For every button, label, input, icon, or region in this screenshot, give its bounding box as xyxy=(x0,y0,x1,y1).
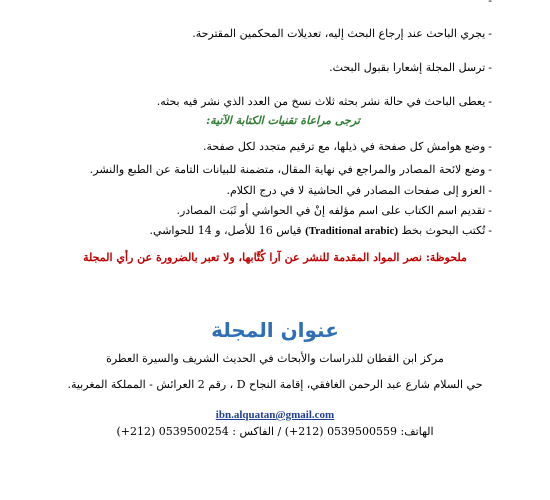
section-subheading: ترجى مراعاة تقنيات الكتابة الآتية: xyxy=(206,114,360,127)
email-link[interactable]: ibn.alquatan@gmail.com xyxy=(215,409,335,421)
bullet-item xyxy=(192,27,492,41)
bullet-item xyxy=(176,204,492,218)
bullet-text: ترسل المجلة إشعارا بقبول البحث. xyxy=(329,61,486,74)
address-title: عنوان المجلة xyxy=(211,318,339,342)
email-line xyxy=(0,408,550,422)
bullet-item xyxy=(226,184,492,198)
bullet-text: العزو إلى صفحات المصادر في الحاشية لا في درج الكلام. xyxy=(226,184,486,197)
disclaimer-note: ملحوظة: نصر المواد المقدمة للنشر عن آرا كُتَّابها، ولا تعبر بالضرورة عن رأي المجلة xyxy=(83,251,467,264)
bullet-text: وضع لائحة المصادر والمراجع في نهاية المقال، متضمنة للبيانات التامة عن الطبع والنشر. xyxy=(89,163,486,176)
bullet-dash: - xyxy=(488,95,492,108)
bullet-dash: - xyxy=(488,204,492,217)
bullet-text: يجري الباحث عند إرجاع البحث إليه، تعديلات المحكمين المقترحة. xyxy=(192,27,486,40)
bullet-item xyxy=(329,61,492,75)
center-name: مركز ابن القطان للدراسات والأبحاث في الحديث الشريف والسيرة العطرة xyxy=(106,352,444,365)
bullet-text: يعطى الباحث في حالة نشر بحثه ثلاث نسخ من العدد الذي نشر فيه بحثه. xyxy=(156,95,486,108)
bullet-dash: - xyxy=(488,61,492,74)
bullet-text: تقديم اسم الكتاب على اسم مؤلفه إنْ في الحواشي أو ثَبَت المصادر. xyxy=(176,204,486,217)
bullet-item xyxy=(203,140,492,154)
bullet-item-font xyxy=(150,224,492,238)
contact-line: الهاتف: 0539500559 (212+) / الفاكس : 0539500254 (212+) xyxy=(116,425,434,438)
bullet-text: وضع هوامش كل صفحة في ذيلها، مع ترقيم متجدد لكل صفحة. xyxy=(202,140,486,153)
bullet-item xyxy=(157,95,492,109)
font-before-text: تُكتب البحوث بخط xyxy=(401,224,486,237)
bullet-dash: - xyxy=(488,224,492,237)
bullet-dash: - xyxy=(488,184,492,197)
cropped-top-line: - xyxy=(488,0,492,7)
bullet-dash: - xyxy=(488,27,492,40)
bullet-dash: - xyxy=(488,140,492,153)
font-after-text: قياس 16 للأصل، و 14 للحواشي. xyxy=(149,224,302,237)
bullet-item xyxy=(90,163,492,177)
bullet-dash: - xyxy=(488,163,492,176)
street-address: حي السلام شارع عبد الرحمن الغافقي، إقامة النجاح D ، رقم 2 العرائش - المملكة المغربية. xyxy=(67,378,483,391)
font-name: (Traditional arabic) xyxy=(305,225,399,237)
